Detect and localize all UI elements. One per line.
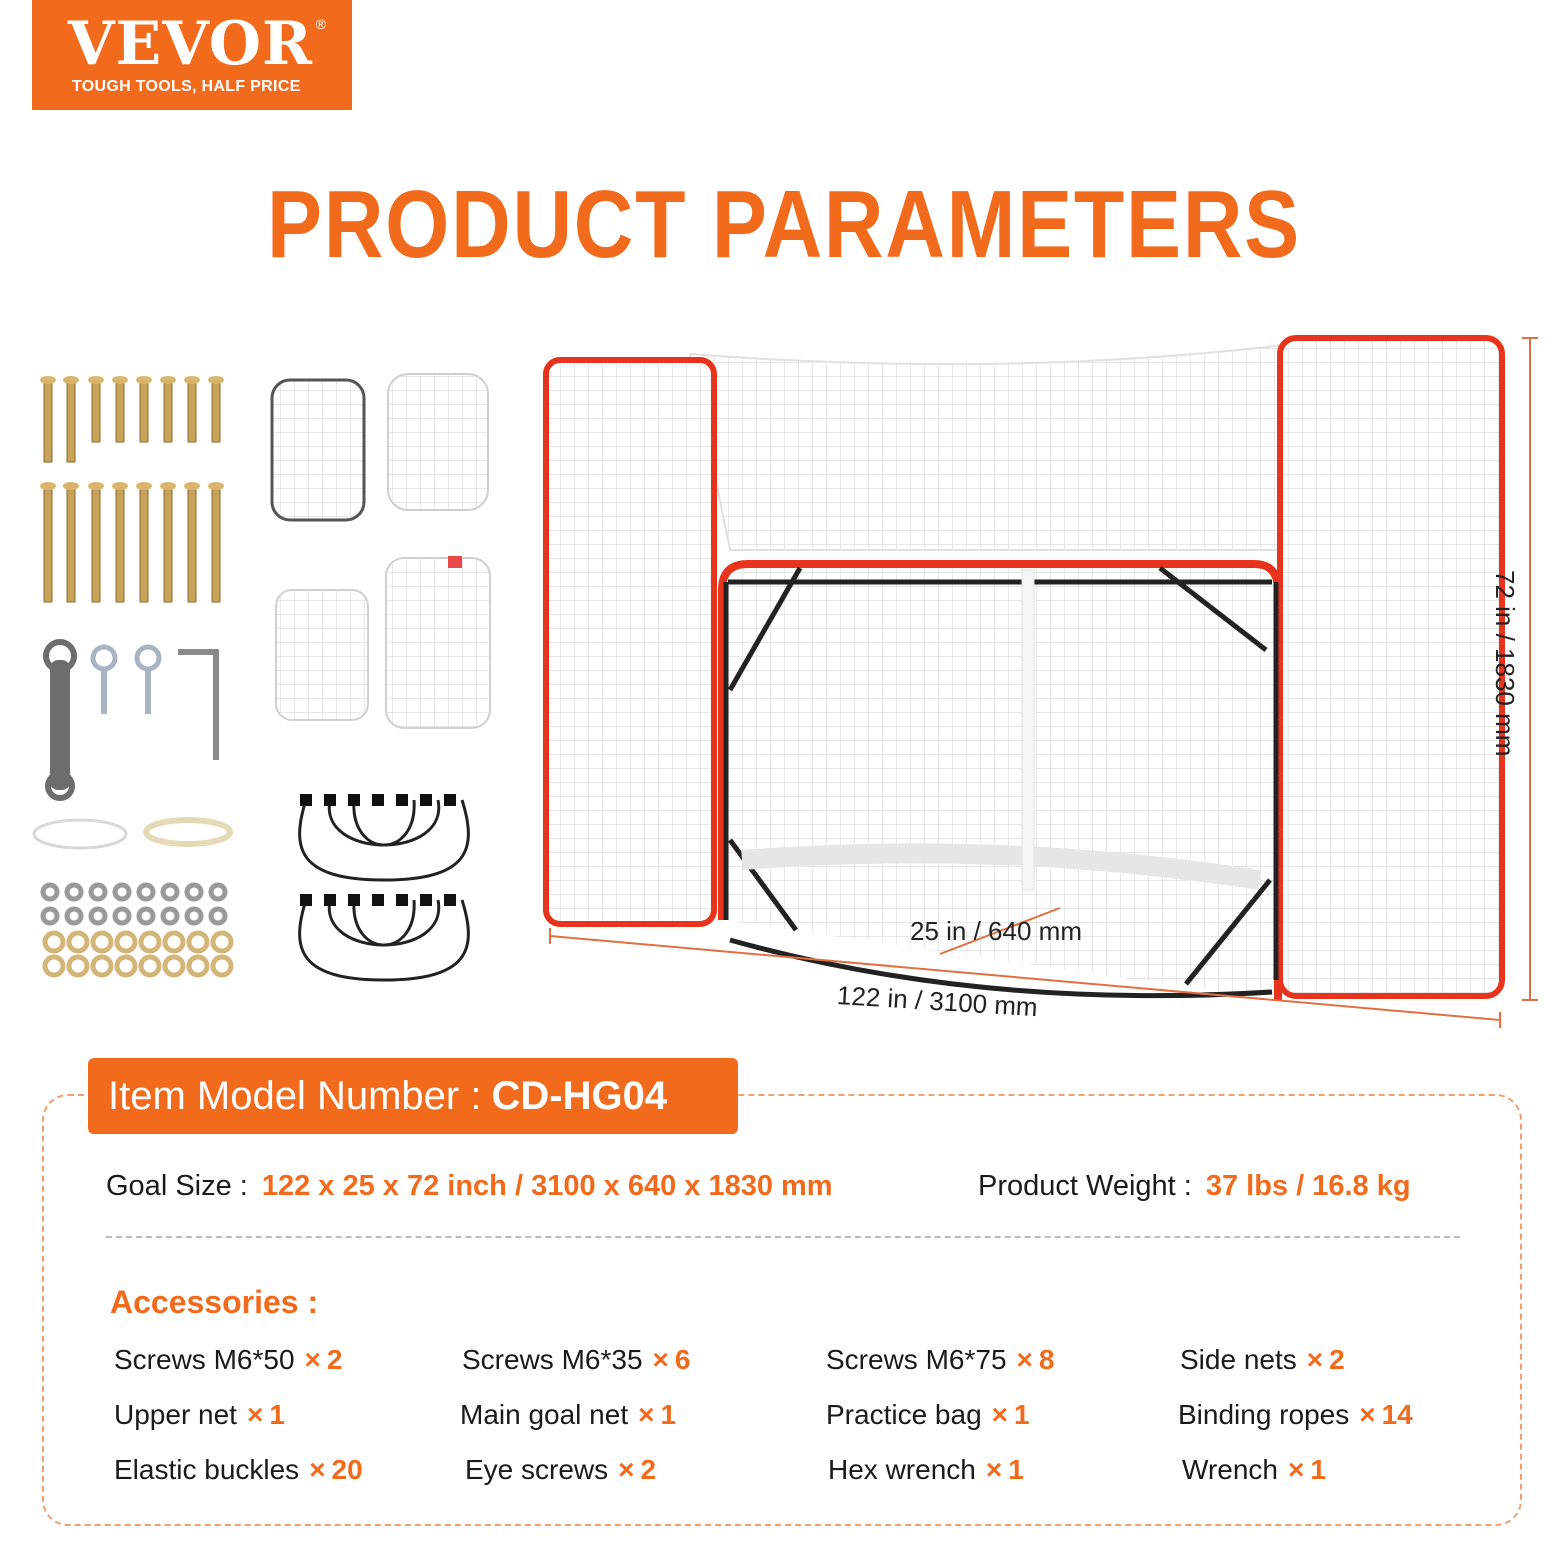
accessory-qty: 1 bbox=[1310, 1454, 1326, 1485]
registered-mark: ® bbox=[315, 16, 326, 32]
accessory-qty: 2 bbox=[640, 1454, 657, 1485]
accessory-name: Screws M6*35 bbox=[462, 1344, 643, 1375]
times-sign: × bbox=[1016, 1344, 1033, 1375]
divider bbox=[106, 1236, 1460, 1238]
accessory-name: Eye screws bbox=[465, 1454, 609, 1485]
times-sign: × bbox=[246, 1399, 264, 1430]
accessory-qty: 6 bbox=[674, 1344, 691, 1375]
accessory-item bbox=[460, 1399, 676, 1431]
weight-row bbox=[978, 1170, 1411, 1203]
accessory-qty: 1 bbox=[1014, 1399, 1030, 1430]
bolt-icons bbox=[40, 376, 224, 602]
logo-tagline: TOUGH TOOLS, HALF PRICE bbox=[72, 78, 301, 95]
accessory-qty: 1 bbox=[660, 1399, 677, 1430]
accessory-item bbox=[465, 1454, 656, 1486]
product-figure bbox=[0, 320, 1568, 1040]
accessory-name: Main goal net bbox=[460, 1399, 629, 1430]
accessory-qty: 8 bbox=[1038, 1344, 1055, 1375]
accessory-name: Upper net bbox=[114, 1399, 237, 1430]
accessory-name: Wrench bbox=[1182, 1454, 1278, 1485]
accessory-name: Screws M6*50 bbox=[114, 1344, 295, 1375]
accessory-item bbox=[114, 1399, 285, 1431]
net-bundle-icons bbox=[272, 374, 490, 728]
times-sign: × bbox=[985, 1454, 1003, 1485]
depth-dimension-label: 25 in / 640 mm bbox=[910, 916, 1082, 946]
accessory-qty: 1 bbox=[269, 1399, 285, 1430]
logo-wordmark: VEVOR bbox=[68, 9, 313, 79]
accessory-item bbox=[114, 1454, 363, 1486]
accessory-item bbox=[462, 1344, 690, 1376]
accessory-qty: 20 bbox=[331, 1454, 363, 1485]
accessory-name: Practice bag bbox=[826, 1399, 982, 1430]
accessory-item bbox=[1178, 1399, 1413, 1431]
accessory-name: Side nets bbox=[1180, 1344, 1297, 1375]
accessory-name: Binding ropes bbox=[1178, 1399, 1350, 1430]
goal-size-row bbox=[106, 1170, 833, 1203]
accessory-item bbox=[114, 1344, 342, 1376]
accessory-qty: 14 bbox=[1381, 1399, 1413, 1430]
goal-size-label: Goal Size : bbox=[106, 1170, 248, 1202]
weight-value: 37 lbs / 16.8 kg bbox=[1205, 1170, 1411, 1202]
height-dimension-label: 72 in / 1830 mm bbox=[1490, 570, 1520, 757]
accessory-qty: 2 bbox=[326, 1344, 343, 1375]
elastic-buckle-icons bbox=[300, 794, 469, 980]
accessory-qty: 1 bbox=[1008, 1454, 1024, 1485]
times-sign: × bbox=[1287, 1454, 1305, 1485]
model-number-tab bbox=[88, 1058, 738, 1134]
times-sign: × bbox=[1359, 1399, 1376, 1430]
accessory-qty: 2 bbox=[1329, 1344, 1345, 1375]
times-sign: × bbox=[1306, 1344, 1324, 1375]
times-sign: × bbox=[652, 1344, 669, 1375]
accessory-item bbox=[828, 1454, 1024, 1486]
width-dimension-label: 122 in / 3100 mm bbox=[836, 980, 1039, 1023]
accessory-item bbox=[1182, 1454, 1326, 1486]
goal-size-value: 122 x 25 x 72 inch / 3100 x 640 x 1830 mm bbox=[261, 1170, 833, 1202]
accessory-item bbox=[826, 1399, 1030, 1431]
times-sign: × bbox=[618, 1454, 635, 1485]
accessory-item bbox=[826, 1344, 1054, 1376]
times-sign: × bbox=[991, 1399, 1008, 1430]
washer-icons bbox=[43, 885, 231, 975]
weight-label: Product Weight : bbox=[978, 1170, 1192, 1202]
accessory-name: Screws M6*75 bbox=[826, 1344, 1007, 1375]
times-sign: × bbox=[304, 1344, 321, 1375]
model-label: Item Model Number : bbox=[108, 1074, 482, 1118]
goal-backstop bbox=[546, 338, 1502, 1000]
product-illustration bbox=[0, 320, 1568, 1040]
times-sign: × bbox=[638, 1399, 655, 1430]
tool-icons bbox=[46, 642, 216, 798]
rope-icons bbox=[34, 820, 230, 848]
accessory-name: Elastic buckles bbox=[114, 1454, 300, 1485]
times-sign: × bbox=[309, 1454, 326, 1485]
model-value: CD-HG04 bbox=[491, 1074, 668, 1118]
accessory-name: Hex wrench bbox=[828, 1454, 976, 1485]
accessories-title: Accessories : bbox=[110, 1284, 319, 1320]
vevor-logo bbox=[32, 0, 352, 110]
accessory-item bbox=[1180, 1344, 1345, 1376]
page-title: PRODUCT PARAMETERS bbox=[267, 171, 1301, 278]
